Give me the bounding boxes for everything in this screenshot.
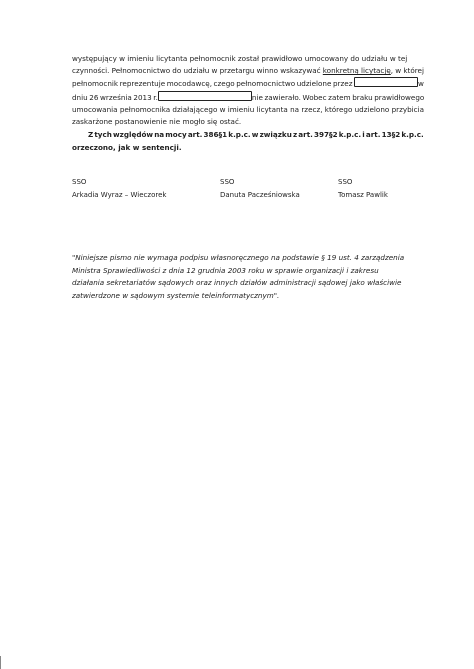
reasoning-line-3 [72,77,424,90]
conclusion-line-1: Z tych względów na mocy art. 386§1 k.p.c. w związku z art. 397§2 k.p.c. i art. 13§2 k.p.c. [88,130,424,139]
reasoning-line-4 [72,91,424,104]
reasoning-text: nie zawierało. Wobec zatem braku prawidłowego [251,92,425,102]
judge-title: SSO [220,178,235,186]
judge-signature-2 [220,176,300,201]
reasoning-text: dniu 26 września 2013 r. [72,92,158,102]
underlined-phrase: konkretną licytację [322,66,391,76]
redaction-box [354,77,418,87]
reasoning-text: , w której [390,66,424,76]
reasoning-text: pełnomocnik reprezentuje mocodawcę, czego pełnomocnictwo udzielone przez [72,79,353,89]
reasoning-line-6: zaskarżone postanowienie nie mogło się ostać. [72,117,242,127]
note-line-3: działania sekretariatów sądowych oraz innych działów administracji sądowej jako właściwie [72,278,402,288]
judge-name: Tomasz Pawlik [338,190,388,199]
reasoning-line-1: występujący w imieniu licytanta pełnomocnik został prawidłowo umocowany do udziału w tej [72,54,408,63]
note-line-1: "Niniejsze pismo nie wymaga podpisu własnoręcznego na podstawie § 19 ust. 4 zarządzenia [72,253,405,262]
reasoning-line-2 [72,65,424,77]
redaction-box [158,91,252,101]
judge-name: Danuta Pacześniowska [220,190,300,199]
reasoning-paragraph [72,53,424,128]
electronic-signature-note [72,252,428,302]
reasoning-line-5: umocowania pełnomocnika działającego w imieniu licytanta na rzecz, którego udzielono przybicia [72,104,425,114]
conclusion-line-2: orzeczono, jak w sentencji. [72,142,182,152]
judge-signature-3 [338,176,388,201]
conclusion-paragraph [72,129,424,154]
reasoning-text: w [418,79,424,89]
judge-name: Arkadia Wyraz – Wieczorek [72,190,167,199]
note-line-2: Ministra Sprawiedliwości z dnia 12 grudnia 2003 roku w sprawie organizacji i zakresu [72,265,379,275]
judge-title: SSO [72,178,87,186]
note-line-4: zatwierdzone w sądowym systemie teleinformatycznym". [72,290,280,300]
judge-signature-1 [72,176,166,201]
scan-edge-mark [0,656,1,669]
judge-title: SSO [338,178,353,186]
reasoning-text: czynności. Pełnomocnictwo do udziału w przetargu winno wskazywać [72,66,323,76]
